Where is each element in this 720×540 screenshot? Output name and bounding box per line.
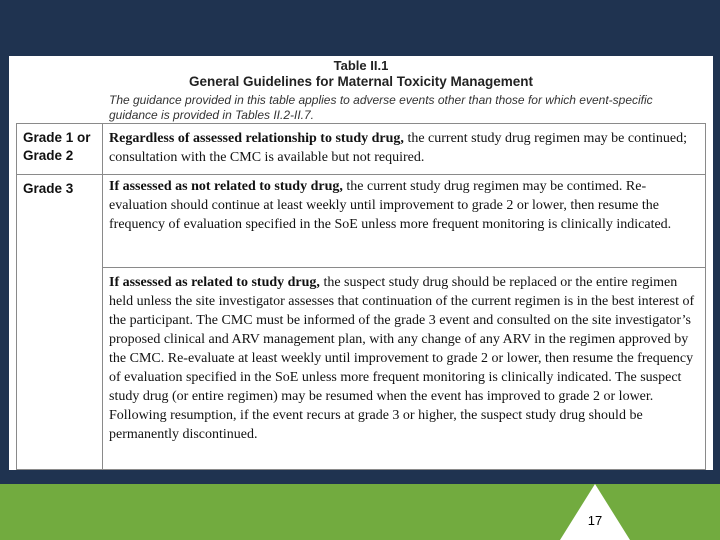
guidelines-table	[16, 123, 706, 470]
cell-text: the current study drug regimen may be continued; consultation with the CMC is available but not required.	[109, 131, 687, 165]
table-row-divider	[17, 174, 705, 175]
grade-label: Grade 3	[23, 181, 74, 196]
table-column-divider	[102, 124, 103, 470]
page-number: 17	[587, 513, 603, 528]
cell-lead: If assessed as not related to study drug,	[109, 179, 343, 194]
cell-lead: If assessed as related to study drug,	[109, 275, 320, 290]
grade-label: Grade 1 or Grade 2	[23, 130, 91, 163]
table-cell	[109, 177, 701, 234]
table-row-divider	[102, 267, 705, 268]
cell-lead: Regardless of assessed relationship to study drug,	[109, 131, 404, 146]
table-note: The guidance provided in this table applies to adverse events other than those for which event-specific guidance is provided in Tables II.2-II.7.	[109, 93, 653, 122]
document-image	[9, 56, 713, 470]
cell-text: the current study drug regimen may be contimed. Re-evaluation should continue at least weekly until improvement to grade 2 or lower, then resume the frequency of evaluation specified in the SoE unless more frequent monitoring is clinically indicated.	[109, 179, 672, 232]
table-subtitle: General Guidelines for Maternal Toxicity Management	[188, 74, 534, 89]
table-cell	[109, 273, 701, 444]
cell-text: the suspect study drug should be replaced or the entire regimen held unless the site investigator assesses that continuation of the current regimen is in the best interest of the participant. The CMC must be informed of the grade 3 event and consulted on the site investigator’s proposed clinical and ARV management plan, with any change of any ARV in the regimen approved by the CMC. Re-evaluate at least weekly until improvement to grade 2 or lower, then resume the frequency of evaluation specified in the SoE unless more frequent monitoring is clinically indicated. The suspect study drug (or entire regimen) may be resumed when the event has improved to grade 2 or lower. Following resumption, if the event recurs at grade 3 or higher, the suspect study drug should be permanently discontinued.	[109, 275, 695, 442]
table-title: Table II.1	[333, 58, 389, 73]
table-cell	[109, 129, 701, 167]
